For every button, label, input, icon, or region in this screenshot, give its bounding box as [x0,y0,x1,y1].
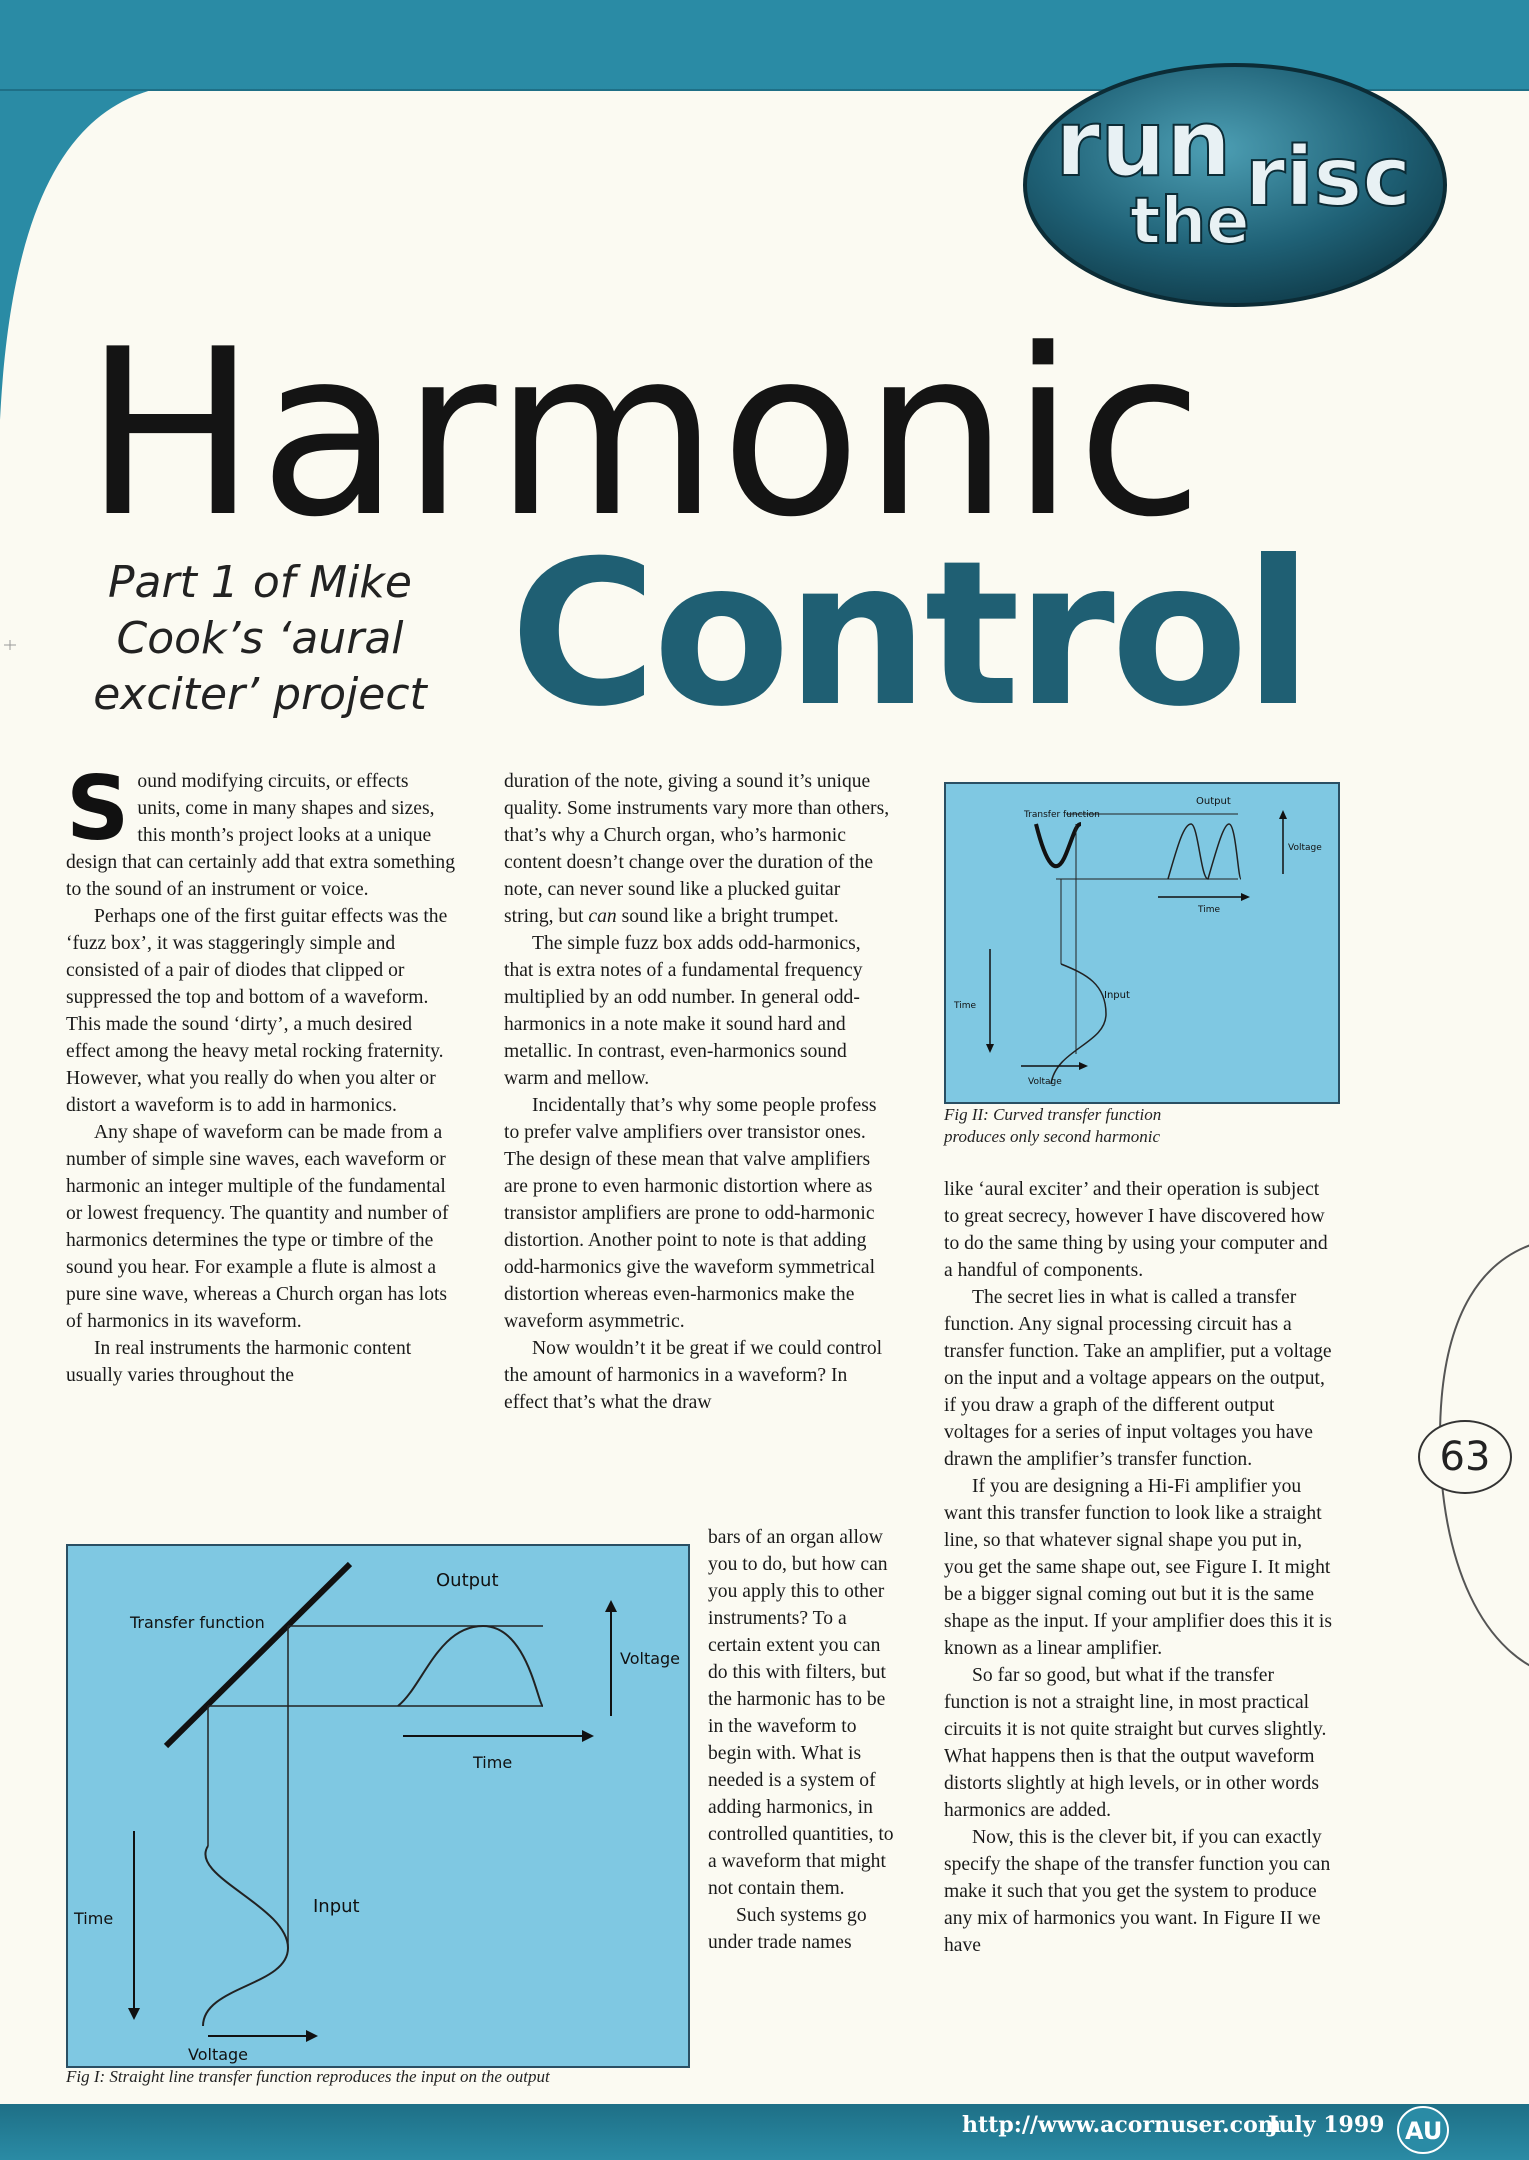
fig2-label-output: Output [1196,796,1231,807]
paragraph-text: ound modifying circuits, or effects units, come in many shapes and sizes, this month’s project looks at a unique design that can certainly add that extra something to the sound of an instrument or voice. [66,771,456,900]
paragraph [504,768,894,930]
fig2-label-input: Input [1104,990,1130,1001]
fig1-label-output: Output [436,1570,499,1591]
fig2-label-voltage-bottom: Voltage [1028,1077,1062,1087]
page-number: 63 [1418,1420,1512,1494]
figure-2-diagram [944,782,1340,1104]
fig2-label-time: Time [1198,905,1221,915]
article-column-2 [504,768,894,1416]
article-subtitle [80,555,440,723]
caption-line: Fig II: Curved transfer function [944,1105,1162,1124]
paragraph: Perhaps one of the first guitar effects was the ‘fuzz box’, it was staggeringly simple and consisted of a pair of diodes that clipped or suppressed the top and bottom of a waveform. This made the sound ‘dirty’, a much desired effect among the heavy metal rocking fraternity. However, what you really do when you alter or distort a waveform is to add in harmonics. [66,906,448,1116]
logo-the: the [1130,185,1250,259]
caption-line: produces only second harmonic [944,1127,1161,1146]
article-title-harmonic: Harmonic [84,301,1206,568]
fig1-label-input: Input [313,1896,360,1917]
paragraph: bars of an organ allow you to do, but how can you apply this to other instruments? To a certain extent you can do this with filters, but the harmonic has to be in the waveform to begin with. What is needed is a system of adding harmonics, in controlled quantities, to a waveform that might not contain them. [708,1527,894,1899]
paragraph: Such systems go under trade names [708,1905,867,1953]
logo-risc: risc [1245,130,1411,225]
fig1-label-voltage-bottom: Voltage [188,2045,249,2064]
acorn-user-logo [1395,2104,1451,2156]
paragraph: Now, this is the clever bit, if you can exactly specify the shape of the transfer function you can make it such that you get the system to produce any mix of harmonics you want. In Figure II we have [944,1827,1331,1956]
figure-1-diagram [66,1544,690,2068]
article-title-control: Control [510,518,1309,751]
fig1-label-voltage: Voltage [620,1649,681,1668]
paragraph: The simple fuzz box adds odd-harmonics, that is extra notes of a fundamental frequency multiplied by an odd number. In general odd-harmonics in a note make it sound hard and metallic. In contrast, even-harmonics sound warm and mellow. [504,933,863,1089]
article-column-2-continued [708,1524,894,1956]
paragraph: So far so good, but what if the transfer function is not a straight line, in most practical circuits it is not quite straight but curves slightly. What happens then is that the output waveform distorts slightly at high levels, or in other words harmonics are added. [944,1665,1327,1821]
paragraph: In real instruments the harmonic content usually varies throughout the [66,1338,412,1386]
footer-date: July 1999 [1268,2112,1385,2138]
paragraph: Now wouldn’t it be great if we could control the amount of harmonics in a waveform? In effect that’s what the draw [504,1338,883,1413]
emphasis-text: can [588,906,617,927]
fig1-label-time: Time [473,1753,513,1772]
footer-url-link[interactable]: http://www.acornuser.com [962,2112,1282,2138]
article-column-1 [66,757,456,1389]
fig2-label-voltage: Voltage [1288,843,1322,853]
paragraph: Incidentally that’s why some people profess to prefer valve amplifiers over transistor ones. The design of these mean that valve amplifiers are prone to even harmonic distortion where as transistor amplifiers are prone to odd-harmonic distortion. Another point to note is that adding odd-harmonics give the waveform symmetrical distortion whereas even-harmonics make the waveform asymmetric. [504,1095,877,1332]
fig1-label-transfer: Transfer function [130,1613,265,1632]
paragraph: If you are designing a Hi-Fi amplifier you want this transfer function to look like a straight line, so that whatever signal shape you put in, you get the same shape out, see Figure I. It might be a bigger signal coming out but it is the same shape as the input. If your amplifier does this it is known as a linear amplifier. [944,1476,1332,1659]
subtitle-line: Cook’s ‘aural [116,613,404,664]
figure-2-caption [944,1104,1244,1148]
paragraph: like ‘aural exciter’ and their operation is subject to great secrecy, however I have discovered how to do the same thing by using your computer and a handful of components. [944,1179,1328,1281]
paragraph: Any shape of waveform can be made from a number of simple sine waves, each waveform or harmonic an integer multiple of the fundamental or lowest frequency. The quantity and number of harmonics determines the type or timbre of the sound you hear. For example a flute is almost a pure sine wave, whereas a Church organ has lots of harmonics in its waveform. [66,1122,449,1332]
fig2-label-transfer: Transfer function [1024,810,1100,820]
subtitle-line: Part 1 of Mike [108,557,412,608]
fig2-label-time-left: Time [954,1001,977,1011]
logo-run: run [1055,90,1232,197]
margin-mark [4,640,16,650]
subtitle-line: exciter’ project [93,669,427,720]
fig1-label-time-left: Time [74,1909,114,1928]
run-the-risc-logo [1015,55,1455,315]
figure-1-caption: Fig I: Straight line transfer function reproduces the input on the output [66,2067,550,2086]
article-column-3 [944,1176,1334,1959]
paragraph [66,757,456,903]
drop-cap: S [66,757,130,860]
paragraph: The secret lies in what is called a transfer function. Any signal processing circuit has a transfer function. Take an amplifier, put a voltage on the input and a voltage appears on the output, if you draw a graph of the different output voltages for a series of input voltages you have drawn the amplifier’s transfer function. [944,1287,1332,1470]
footer-logo-text: AU [1405,2117,1443,2145]
paragraph-text: sound like a bright trumpet. [616,906,839,927]
paragraph-text: duration of the note, giving a sound it’s unique quality. Some instruments vary more than others, that’s why a Church organ, who’s harmonic content doesn’t change over the duration of the note, can never sound like a plucked guitar string, but [504,771,890,927]
